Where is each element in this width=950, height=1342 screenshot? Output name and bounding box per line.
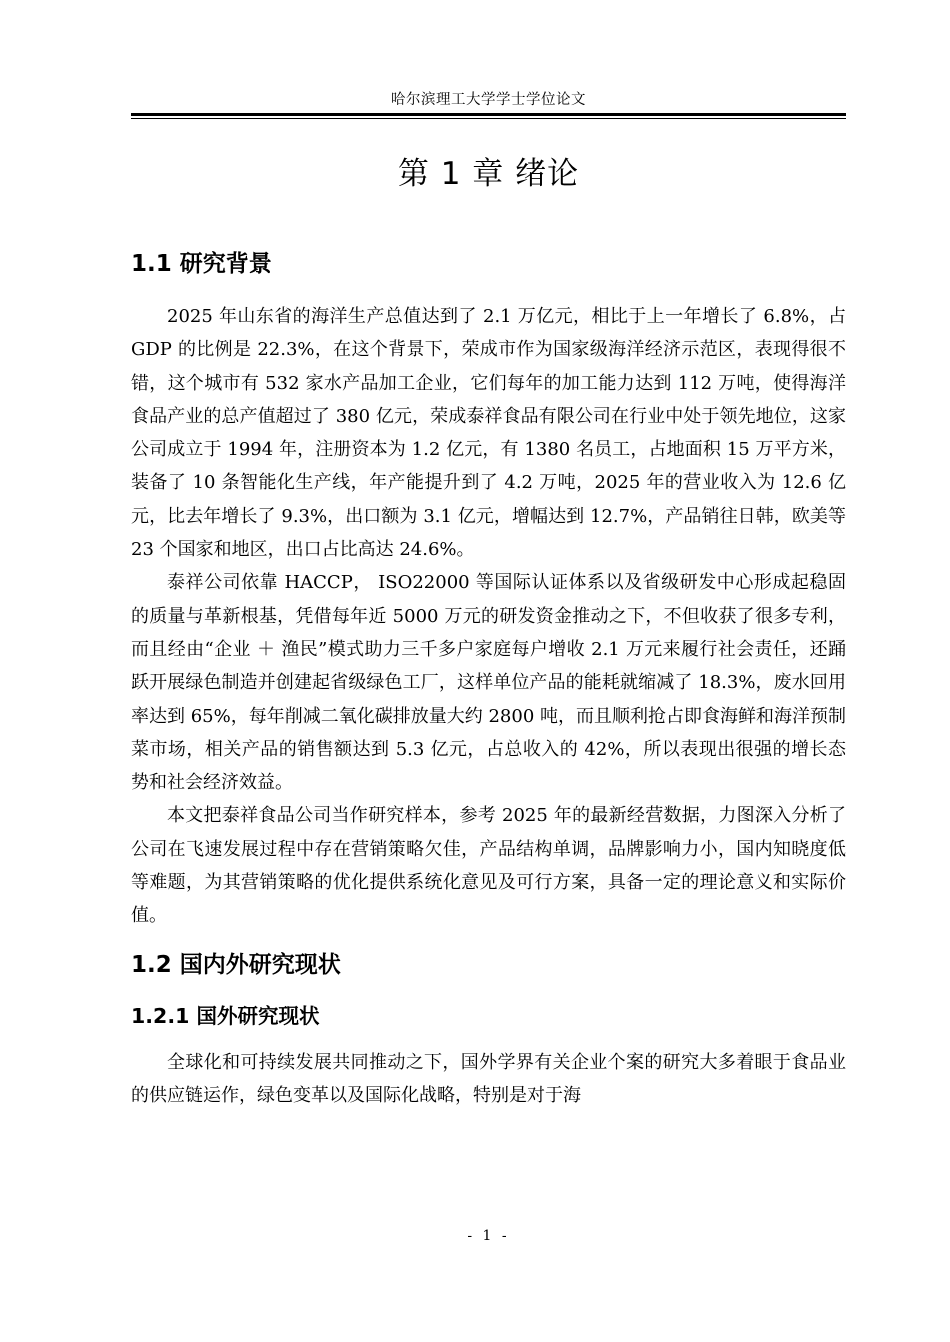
chapter-title: 第 1 章 绪论	[397, 156, 580, 192]
subsection-heading-foreign-research: 1.2.1 国外研究现状	[131, 1003, 320, 1028]
paragraph: 泰祥公司依靠 HACCP， ISO22000 等国际认证体系以及省级研发中心形成起稳固的质量与革新根基，凭借每年近 5000 万元的研发资金推动之下，不但收获了很多专利，而且经由“企业 ＋ 渔民”模式助力三千多户家庭每户增收 2.1 万元来履行社会责任，还踊跃开展绿色制造并创建起省级绿色工厂，这样单位产品的能耗就缩减了 18.3%，废水回用率达到 65%，每年削减二氧化碳排放量大约 2800 吨，而且顺利抢占即食海鲜和海洋预制菜市场，相关产品的销售额达到 5.3 亿元，占总收入的 42%，所以表现出很强的增长态势和社会经济效益。	[131, 572, 846, 794]
section-heading-research-background: 1.1 研究背景	[131, 251, 272, 277]
page-number: - 1 -	[467, 1228, 510, 1244]
paragraph: 2025 年山东省的海洋生产总值达到了 2.1 万亿元，相比于上一年增长了 6.8%，占 GDP 的比例是 22.3%，在这个背景下，荣成市作为国家级海洋经济示范区，表现得很不错，这个城市有 532 家水产品加工企业，它们每年的加工能力达到 112 万吨，使得海洋食品产业的总产值超过了 380 亿元，荣成泰祥食品有限公司在行业中处于领先地位，这家公司成立于 1994 年，注册资本为 1.2 亿元，有 1380 名员工，占地面积 15 万平方米，装备了 10 条智能化生产线，年产能提升到了 4.2 万吨，2025 年的营业收入为 12.6 亿元，比去年增长了 9.3%，出口额为 3.1 亿元，增幅达到 12.7%，产品销往日韩，欧美等 23 个国家和地区，出口占比高达 24.6%。	[131, 306, 846, 561]
paragraph: 本文把泰祥食品公司当作研究样本，参考 2025 年的最新经营数据，力图深入分析了公司在飞速发展过程中存在营销策略欠佳，产品结构单调，品牌影响力小，国内知晓度低等难题，为其营销策略的优化提供系统化意见及可行方案，具备一定的理论意义和实际价值。	[131, 805, 846, 927]
paragraph: 全球化和可持续发展共同推动之下，国外学界有关企业个案的研究大多着眼于食品业的供应链运作，绿色变革以及国际化战略，特别是对于海	[131, 1051, 846, 1106]
header-rule-thick	[131, 113, 846, 116]
body-content	[131, 244, 846, 1112]
section-heading-research-status: 1.2 国内外研究现状	[131, 951, 341, 978]
header-rule-thin	[131, 118, 846, 119]
running-header: 哈尔滨理工大学学士学位论文	[391, 92, 586, 108]
